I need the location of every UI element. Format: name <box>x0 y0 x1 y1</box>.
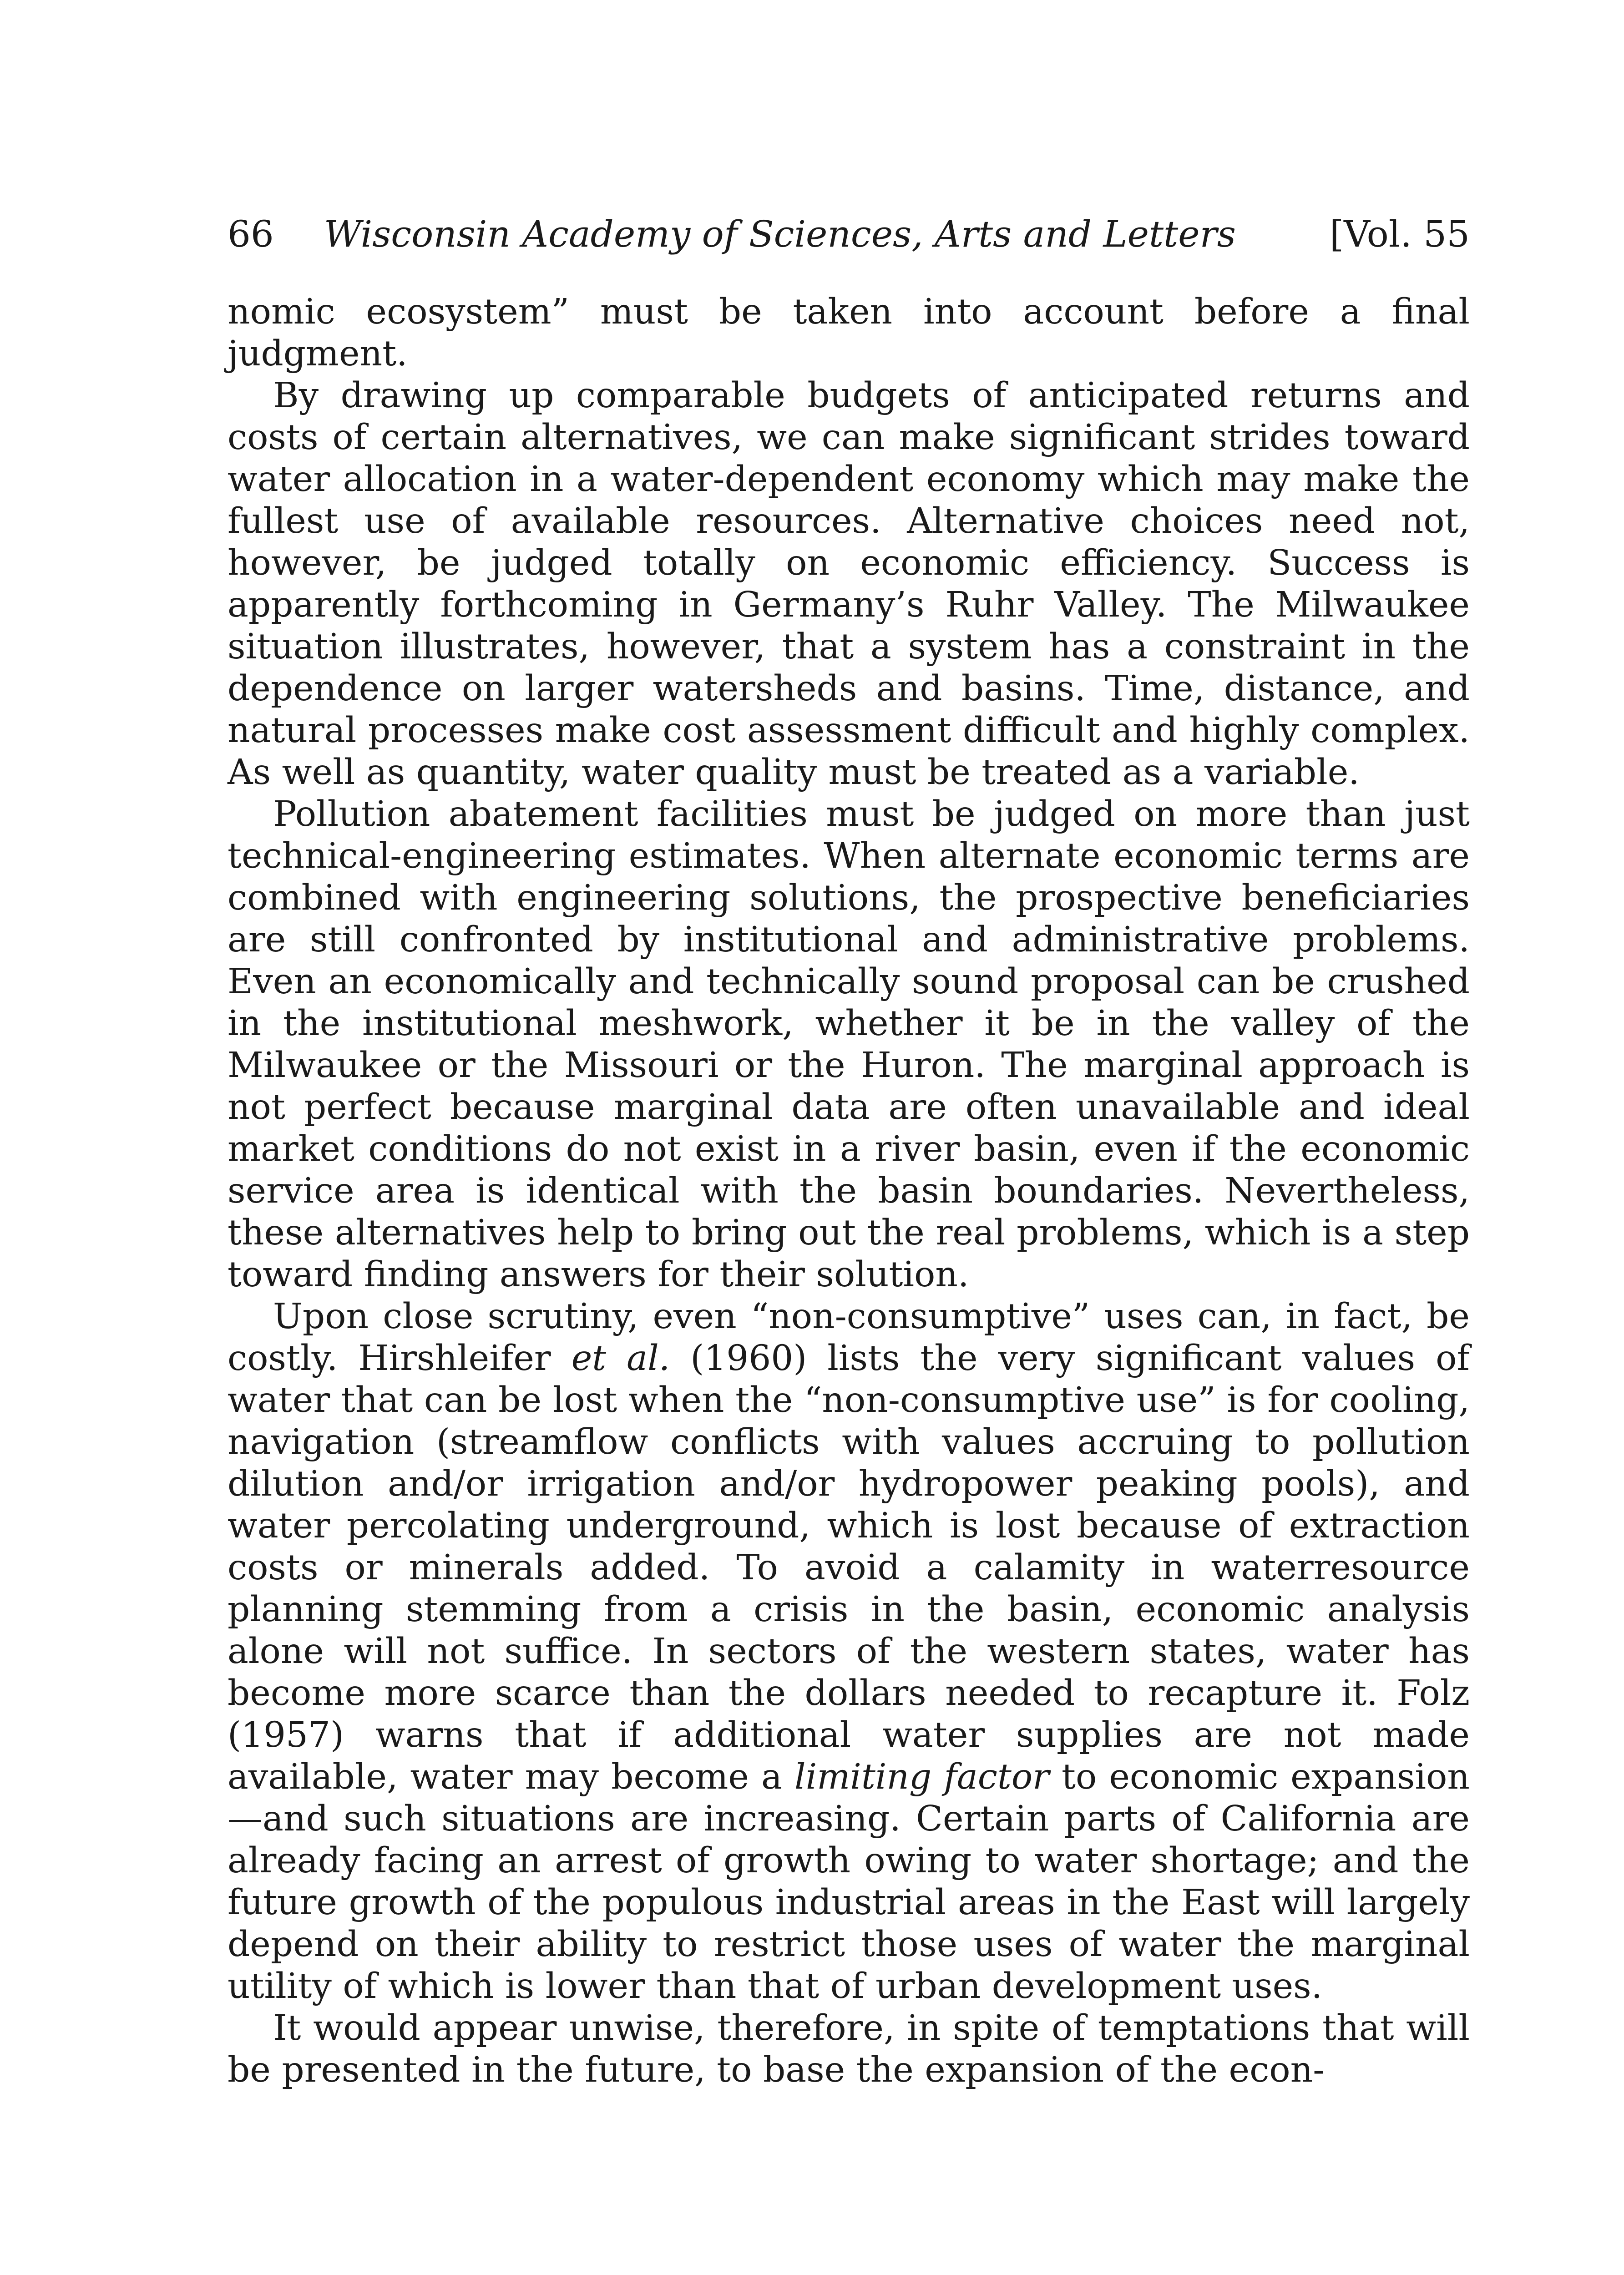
paragraph-1 <box>228 291 1470 375</box>
running-header <box>228 209 1470 259</box>
page <box>228 209 1470 2091</box>
paragraph-2 <box>228 375 1470 794</box>
paragraph-2-text: By drawing up comparable budgets of anticipated returns and costs of certain alternatives, we can make significant strides toward water allocation in a water-dependent economy which may make the fullest use of available resources. Alternative choices need not, however, be judged totally on economic efficiency. Success is apparently forthcoming in Germany’s Ruhr Valley. The Milwaukee situation illustrates, however, that a system has a constraint in the dependence on larger watersheds and basins. Time, distance, and natural processes make cost assessment difficult and highly complex. As well as quantity, water quality must be treated as a variable. <box>228 375 1470 793</box>
body-text <box>228 291 1470 2091</box>
volume-label: [Vol. 55 <box>1329 213 1470 255</box>
journal-title: Wisconsin Academy of Sciences, Arts and Letters <box>324 213 1236 255</box>
paragraph-3 <box>228 794 1470 1296</box>
paragraph-4-text-a: Upon close scrutiny, even “non-consumptive” uses can, in fact, be costly. Hirshleifer <box>228 1296 1470 1379</box>
paragraph-5 <box>228 2007 1470 2091</box>
paragraph-5-text: It would appear unwise, therefore, in spite of temptations that will be presented in the future, to base the expansion of the econ- <box>228 2008 1470 2090</box>
emphasis-limiting-factor: limiting factor <box>794 1757 1049 1797</box>
paragraph-4-text-c: to economic expansion—and such situations are increasing. Certain parts of California are already facing an arrest of growth owing to water shortage; and the future growth of the populous industrial areas in the East will largely depend on their ability to restrict those uses of water the marginal utility of which is lower than that of urban development uses. <box>228 1757 1470 2007</box>
paragraph-4-text-b: (1960) lists the very significant values of water that can be lost when the “non-consumptive use” is for cooling, navigation (streamflow conflicts with values accruing to pollution dilution and/or irrigation and/or hydropower peaking pools), and water percolating underground, which is lost because of extraction costs or minerals added. To avoid a calamity in waterresource planning stemming from a crisis in the basin, economic analysis alone will not suffice. In sectors of the western states, water has become more scarce than the dollars needed to recapture it. Folz (1957) warns that if additional water supplies are not made available, water may become a <box>228 1338 1470 1797</box>
paragraph-1-text: nomic ecosystem” must be taken into account before a final judgment. <box>228 292 1470 374</box>
page-number: 66 <box>228 213 274 255</box>
paragraph-4 <box>228 1296 1470 2007</box>
citation-et-al: et al. <box>571 1338 670 1379</box>
paragraph-3-text: Pollution abatement facilities must be judged on more than just technical-engineering estimates. When alternate economic terms are combined with engineering solutions, the prospective beneficiaries are still confronted by institutional and administrative problems. Even an economically and technically sound proposal can be crushed in the institutional meshwork, whether it be in the valley of the Milwaukee or the Missouri or the Huron. The marginal approach is not perfect because marginal data are often unavailable and ideal market conditions do not exist in a river basin, even if the economic service area is identical with the basin boundaries. Nevertheless, these alternatives help to bring out the real problems, which is a step toward finding answers for their solution. <box>228 794 1470 1295</box>
